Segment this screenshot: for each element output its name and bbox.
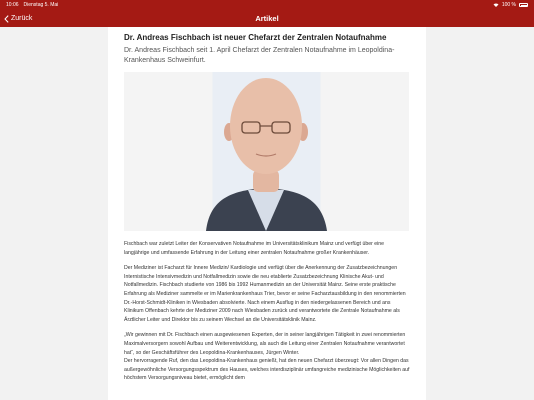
navigation-bar [0, 10, 534, 27]
status-date: Dienstag 5. Mai [23, 2, 59, 8]
article-subhead: Dr. Andreas Fischbach seit 1. April Chefarzt der Zentralen Notaufnahme im Leopoldina-Krankenhaus Schweinfurt. [124, 47, 395, 64]
article-paragraph: Der Mediziner ist Facharzt für Innere Medizin/ Kardiologie und verfügt über die Anerkennung der Zusatzbezeichnungen Internistische Intensivmedizin und Notfallmedizin sowie die neu etablierte Zusatzbezeichnung Klinische Akut- und Notfallmedizin. Fischbach studierte von 1986 bis 1992 Humanmedizin an der Universität Mainz. Seine erste praktische Erfahrung als Mediziner sammelte er im Marienkrankenhaus Trier, bevor er seine Facharztausbildung in den renommierten Dr.-Horst-Schmidt-Kliniken in Wiesbaden absolvierte. Nach einem Ausflug in den niedergelassenen Bereich und ans Klinikum Offenbach kehrte der Mediziner 2009 nach Wiesbaden zurück und verantwortete die Zentrale Notaufnahme als Ärztlicher Leiter und Direktor bis zu seinem Wechsel an die Universitätsklinik Mainz. [124, 265, 406, 323]
article-paragraph: Fischbach war zuletzt Leiter der Konservativen Notaufnahme im Universitätsklinikum Mainz und verfügt über eine langjährige und umfassende Erfahrung in der Leitung einer zentralen Notaufnahme großer Krankenhäuser. [124, 241, 385, 256]
article-paragraph: Der hervorragende Ruf, den das Leopoldina-Krankenhaus genießt, hat den neuen Chefarzt überzeugt: Vor allen Dingen das außergewöhnliche Versorgungsspektrum des Hauses, welches interdisziplinär umfangreiche medizinische Möglichkeiten auf höchstem Versorgungsniveau bietet, ermöglicht dem [124, 358, 410, 382]
article-paragraph: „Wir gewinnen mit Dr. Fischbach einen ausgewiesenen Experten, der in seiner langjährigen Tätigkeit in zwei renommierten Maximalversorgern sowohl Aufbau und Weiterentwicklung, als auch die Leitung einer Zentralen Notaufnahme verantwortet hat“, so der Geschäftsführer des Leopoldina-Krankenhauses, Jürgen Winter. [124, 332, 406, 356]
back-label: Zurück [11, 15, 33, 22]
battery-icon [519, 3, 528, 7]
page-title: Artikel [255, 14, 279, 23]
wifi-icon [493, 3, 499, 7]
battery-percent: 100 % [501, 2, 516, 8]
status-bar [0, 0, 534, 10]
article-page[interactable] [108, 27, 426, 400]
portrait-photo [124, 72, 409, 231]
article-headline: Dr. Andreas Fischbach ist neuer Chefarzt der Zentralen Notaufnahme [124, 33, 387, 42]
status-time: 10:06 [6, 2, 19, 8]
